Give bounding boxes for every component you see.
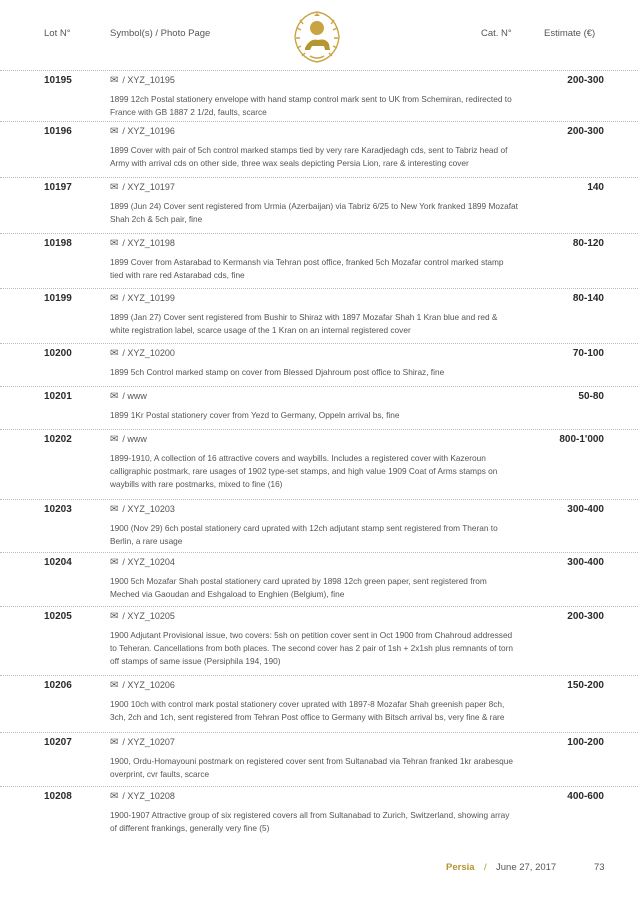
photo-page-ref: / www <box>122 434 147 444</box>
lot-number: 10201 <box>44 391 72 402</box>
lot-estimate: 200-300 <box>567 75 604 86</box>
page-footer <box>0 862 638 882</box>
envelope-icon: ✉ <box>110 737 119 748</box>
photo-page-ref: / XYZ_10203 <box>122 504 175 514</box>
symbol-photo-page <box>110 75 175 86</box>
photo-page-ref: / XYZ_10206 <box>122 680 175 690</box>
lot-column-header: Lot N° <box>44 28 71 39</box>
symbol-photo-page <box>110 182 175 193</box>
lot-estimate: 70-100 <box>572 348 604 359</box>
lot-description: 1899 Cover with pair of 5ch control marked stamps tied by very rare Karadjedagh cds, sent to Tabriz head of Army with arrival cds on other side, three wax seals depicting Persia Lion, rare & interesting cover <box>110 145 508 168</box>
lot-estimate: 200-300 <box>567 611 604 622</box>
lot-number: 10203 <box>44 504 72 515</box>
lot-estimate: 200-300 <box>567 126 604 137</box>
photo-page-ref: / XYZ_10208 <box>122 791 175 801</box>
lot-number: 10205 <box>44 611 72 622</box>
lot-row <box>0 606 638 675</box>
lot-estimate: 80-140 <box>572 293 604 304</box>
symbol-photo-page <box>110 293 175 304</box>
envelope-icon: ✉ <box>110 293 119 304</box>
lot-list <box>0 70 638 842</box>
lot-description: 1900 Adjutant Provisional issue, two covers: 5sh on petition cover sent in Oct 1900 from Chahroud addressed to Teheran. Cancellations from both places. The second cover has 2 pair of 1sh + 2x1sh plus remnants of torn off stamps of same issue (Persiphila 194, 190) <box>110 630 514 666</box>
photo-page-ref: / XYZ_10196 <box>122 126 175 136</box>
lot-description: 1900, Ordu-Homayouni postmark on registered cover sent from Sultanabad via Tehran franked 1kr arabesque overprint, cvr faults, scarce <box>110 756 513 779</box>
lot-description: 1899-1910, A collection of 16 attractive covers and waybills. Includes a registered cover with Kazeroun calligraphic postmark, rare usages of 1902 type-set stamps, and high value 1909 Coat of Arms stamps on waybills with rare postmarks, mixed to fine (16) <box>110 453 498 489</box>
lot-description: 1900-1907 Attractive group of six registered covers all from Sultanabad to Zurich, Switzerland, showing array of different frankings, generally very fine (5) <box>110 810 510 833</box>
symbol-photo-page <box>110 434 147 445</box>
lot-estimate: 300-400 <box>567 557 604 568</box>
envelope-icon: ✉ <box>110 434 119 445</box>
envelope-icon: ✉ <box>110 611 119 622</box>
lion-and-sun-emblem-icon <box>288 8 346 66</box>
symbol-column-header: Symbol(s) / Photo Page <box>110 28 211 39</box>
lot-description: 1899 (Jan 27) Cover sent registered from Bushir to Shiraz with 1897 Mozafar Shah 1 Kran blue and red & white registration label, scarce usage of the 1 Kran on an internal registered cover <box>110 312 498 335</box>
lot-row <box>0 233 638 288</box>
lot-row <box>0 177 638 233</box>
photo-page-ref: / www <box>122 391 147 401</box>
lot-description: 1899 1Kr Postal stationery cover from Yezd to Germany, Oppeln arrival bs, fine <box>110 410 400 420</box>
envelope-icon: ✉ <box>110 680 119 691</box>
envelope-icon: ✉ <box>110 557 119 568</box>
symbol-photo-page <box>110 611 175 622</box>
lot-estimate: 300-400 <box>567 504 604 515</box>
footer-separator: / <box>484 862 487 873</box>
envelope-icon: ✉ <box>110 182 119 193</box>
lot-number: 10196 <box>44 126 72 137</box>
lot-description: 1899 (Jun 24) Cover sent registered from Urmia (Azerbaijan) via Tabriz 6/25 to New York franked 1899 Mozafat Shah 2ch & 5ch pair, fine <box>110 201 518 224</box>
footer-date: June 27, 2017 <box>496 862 557 873</box>
envelope-icon: ✉ <box>110 238 119 249</box>
lot-row <box>0 429 638 499</box>
lot-number: 10200 <box>44 348 72 359</box>
lot-description: 1899 5ch Control marked stamp on cover from Blessed Djahroum post office to Shiraz, fine <box>110 367 445 377</box>
envelope-icon: ✉ <box>110 391 119 402</box>
envelope-icon: ✉ <box>110 126 119 137</box>
lot-number: 10204 <box>44 557 72 568</box>
symbol-photo-page <box>110 680 175 691</box>
lot-row <box>0 386 638 429</box>
lot-estimate: 400-600 <box>567 791 604 802</box>
symbol-photo-page <box>110 391 147 402</box>
photo-page-ref: / XYZ_10205 <box>122 611 175 621</box>
lot-number: 10199 <box>44 293 72 304</box>
photo-page-ref: / XYZ_10200 <box>122 348 175 358</box>
lot-number: 10208 <box>44 791 72 802</box>
symbol-photo-page <box>110 348 175 359</box>
estimate-column-header: Estimate (€) <box>544 28 596 39</box>
lot-estimate: 80-120 <box>572 238 604 249</box>
symbol-photo-page <box>110 504 175 515</box>
lot-estimate: 100-200 <box>567 737 604 748</box>
lot-number: 10197 <box>44 182 72 193</box>
lot-row <box>0 732 638 786</box>
page-number: 73 <box>594 862 605 873</box>
lot-description: 1899 Cover from Astarabad to Kermansh via Tehran post office, franked 5ch Mozafar control marked stamp tied with rare red Astarabad cds, fine <box>110 257 504 280</box>
photo-page-ref: / XYZ_10204 <box>122 557 175 567</box>
symbol-photo-page <box>110 126 175 137</box>
symbol-photo-page <box>110 737 175 748</box>
lot-number: 10198 <box>44 238 72 249</box>
envelope-icon: ✉ <box>110 791 119 802</box>
lot-row <box>0 786 638 842</box>
lot-estimate: 150-200 <box>567 680 604 691</box>
lot-number: 10206 <box>44 680 72 691</box>
page-header <box>0 0 638 72</box>
lot-estimate: 800-1'000 <box>559 434 604 445</box>
symbol-photo-page <box>110 791 175 802</box>
photo-page-ref: / XYZ_10195 <box>122 75 175 85</box>
lot-description: 1900 5ch Mozafar Shah postal stationery card uprated by 1898 12ch green paper, sent registered from Meched via Gaoudan and Eshgaload to Enghien (Belgium), fine <box>110 576 487 599</box>
lot-row <box>0 499 638 552</box>
lot-estimate: 140 <box>587 182 604 193</box>
symbol-photo-page <box>110 557 175 568</box>
envelope-icon: ✉ <box>110 504 119 515</box>
photo-page-ref: / XYZ_10198 <box>122 238 175 248</box>
photo-page-ref: / XYZ_10199 <box>122 293 175 303</box>
lot-row <box>0 552 638 606</box>
lot-description: 1900 10ch with control mark postal stationery cover uprated with 1897-8 Mozafar Shah greenish paper 8ch, 3ch, 2ch and 1ch, sent registered from Tehran Post office to Germany with Bitsch arrival bs, very fine & rare <box>110 699 505 722</box>
lot-row <box>0 675 638 732</box>
envelope-icon: ✉ <box>110 348 119 359</box>
footer-section: Persia <box>446 862 475 873</box>
lot-estimate: 50-80 <box>578 391 604 402</box>
lot-description: 1900 (Nov 29) 6ch postal stationery card uprated with 12ch adjutant stamp sent registered from Theran to Berlin, a rare usage <box>110 523 498 546</box>
lot-number: 10207 <box>44 737 72 748</box>
photo-page-ref: / XYZ_10197 <box>122 182 175 192</box>
lot-row <box>0 288 638 343</box>
cat-column-header: Cat. N° <box>481 28 512 39</box>
symbol-photo-page <box>110 238 175 249</box>
lot-number: 10202 <box>44 434 72 445</box>
lot-row <box>0 70 638 121</box>
envelope-icon: ✉ <box>110 75 119 86</box>
lot-number: 10195 <box>44 75 72 86</box>
lot-row <box>0 121 638 177</box>
photo-page-ref: / XYZ_10207 <box>122 737 175 747</box>
lot-row <box>0 343 638 386</box>
lot-description: 1899 12ch Postal stationery envelope with hand stamp control mark sent to UK from Schemiran, redirected to France with GB 1887 2 1/2d, faults, scarce <box>110 94 512 117</box>
